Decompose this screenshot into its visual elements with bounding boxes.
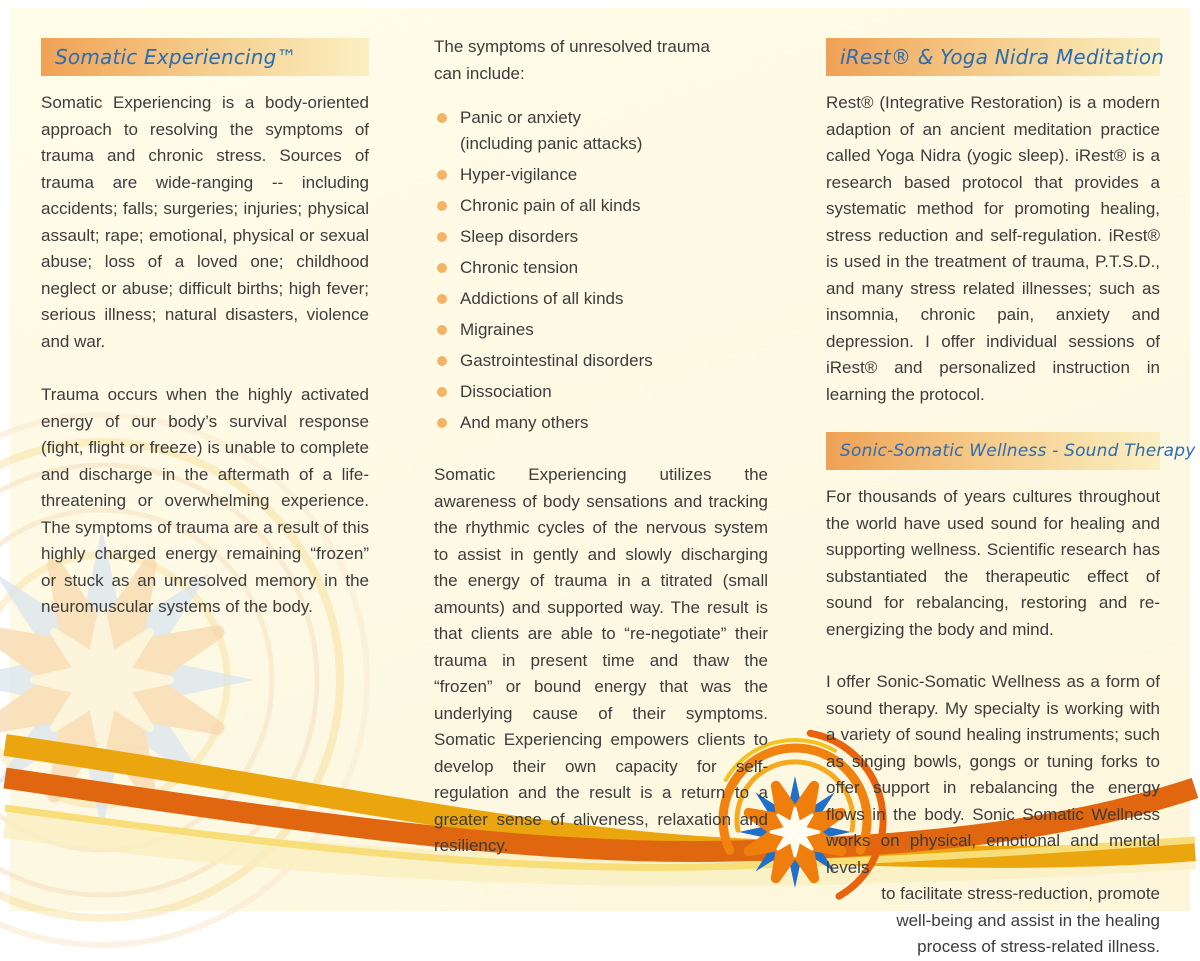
bullet-label: Sleep disorders — [460, 227, 579, 246]
bullet-icon — [437, 170, 447, 180]
list-item — [434, 255, 768, 281]
right-column — [826, 38, 1196, 961]
list-item — [434, 224, 768, 250]
symptoms-intro: The symptoms of unresolved trauma can include: — [434, 37, 710, 83]
bullet-label: Panic or anxiety (including panic attacks) — [460, 108, 643, 153]
list-item — [434, 348, 768, 374]
bullet-icon — [437, 356, 447, 366]
bullet-icon — [437, 325, 447, 335]
bullet-label: Hyper-vigilance — [460, 165, 578, 184]
list-item — [434, 317, 768, 343]
section-header-sonic-somatic — [826, 432, 1196, 470]
middle-column — [434, 34, 768, 860]
list-item — [434, 105, 768, 157]
bullet-label: Dissociation — [460, 382, 552, 401]
brochure-page — [10, 8, 1196, 956]
paragraph-irest: Rest® (Integrative Restoration) is a modern adaption of an ancient meditation practice called Yoga Nidra (yogic sleep). iRest® is a research based protocol that provides a systematic method for promoting healing, stress reduction and self-regulation. iRest® is used in the treatment of trauma, P.T.S.D., and many stress related illnesses; such as insomnia, chronic pain, anxiety and depression. I offer individual sessions of iRest® and personalized instruction in learning the protocol. — [826, 93, 1160, 404]
list-item — [434, 410, 768, 436]
bullet-sublabel: (including panic attacks) — [460, 134, 643, 153]
list-item — [434, 286, 768, 312]
bullet-label: Chronic tension — [460, 258, 579, 277]
bullet-icon — [437, 418, 447, 428]
bullet-icon — [437, 294, 447, 304]
list-item — [434, 379, 768, 405]
bullet-icon — [437, 113, 447, 123]
list-item — [434, 162, 768, 188]
bullet-label: Addictions of all kinds — [460, 289, 624, 308]
paragraph-sound-therapy: I offer Sonic-Somatic Wellness as a form of sound therapy. My specialty is working with a variety of sound healing instruments; such as singing bowls, gongs or tuning forks to offer support in rebalancing the energy flows in the body. Sonic Somatic Wellness works on physical, emotional and mental levels — [826, 672, 1160, 877]
paragraph-sound-therapy-tail: to facilitate stress-reduction, promote well-being and assist in the healing process of stress-related illness. — [881, 884, 1160, 956]
list-item — [434, 193, 768, 219]
section-header-label: Sonic-Somatic Wellness - Sound Therapy — [840, 441, 1196, 461]
paragraph-somatic-intro: Somatic Experiencing is a body-oriented approach to resolving the symptoms of trauma and chronic stress. Sources of trauma are wide-ranging -- including accidents; falls; surgeries; injuries; physical assault; rape; emotional, physical or sexual abuse; loss of a loved one; childhood neglect or abuse; difficult births; high fever; serious illness; natural disasters, violence and war. — [41, 93, 369, 351]
bullet-icon — [437, 232, 447, 242]
bullet-label: Migraines — [460, 320, 534, 339]
paragraph-se-utilizes: Somatic Experiencing utilizes the awareness of body sensations and tracking the rhythmic cycles of the nervous system to assist in gently and slowly discharging the energy of trauma in a titrated (small amounts) and supported way. The result is that clients are able to “re-negotiate” their trauma in present time and thaw the “frozen” or bound energy that was the underlying cause of their symptoms. Somatic Experiencing empowers clients to develop their own capacity for self- regulation and the result is a return to a greater sense of aliveness, relaxation and resiliency. — [434, 465, 768, 855]
section-header-somatic-experiencing — [41, 38, 369, 76]
left-column — [41, 38, 369, 621]
bullet-label: Gastrointestinal disorders — [460, 351, 653, 370]
bullet-icon — [437, 201, 447, 211]
bullet-label: And many others — [460, 413, 589, 432]
paragraph-trauma-description: Trauma occurs when the highly activated energy of our body’s survival response (fight, flight or freeze) is unable to complete and discharge in the aftermath of a life-threatening or overwhelming experience. The symptoms of trauma are a result of this highly charged energy remaining “frozen” or stuck as an unresolved memory in the neuromuscular systems of the body. — [41, 385, 369, 616]
bullet-icon — [437, 263, 447, 273]
bullet-icon — [437, 387, 447, 397]
bullet-label: Chronic pain of all kinds — [460, 196, 641, 215]
section-header-label: iRest® & Yoga Nidra Meditation — [840, 45, 1165, 69]
section-header-label: Somatic Experiencing™ — [55, 45, 297, 69]
paragraph-sound-history: For thousands of years cultures throughout the world have used sound for healing and supporting wellness. Scientific research has substantiated the therapeutic effect of sound for rebalancing, restoring and re-energizing the body and mind. — [826, 487, 1160, 639]
section-header-irest — [826, 38, 1165, 76]
symptom-list — [434, 105, 768, 436]
